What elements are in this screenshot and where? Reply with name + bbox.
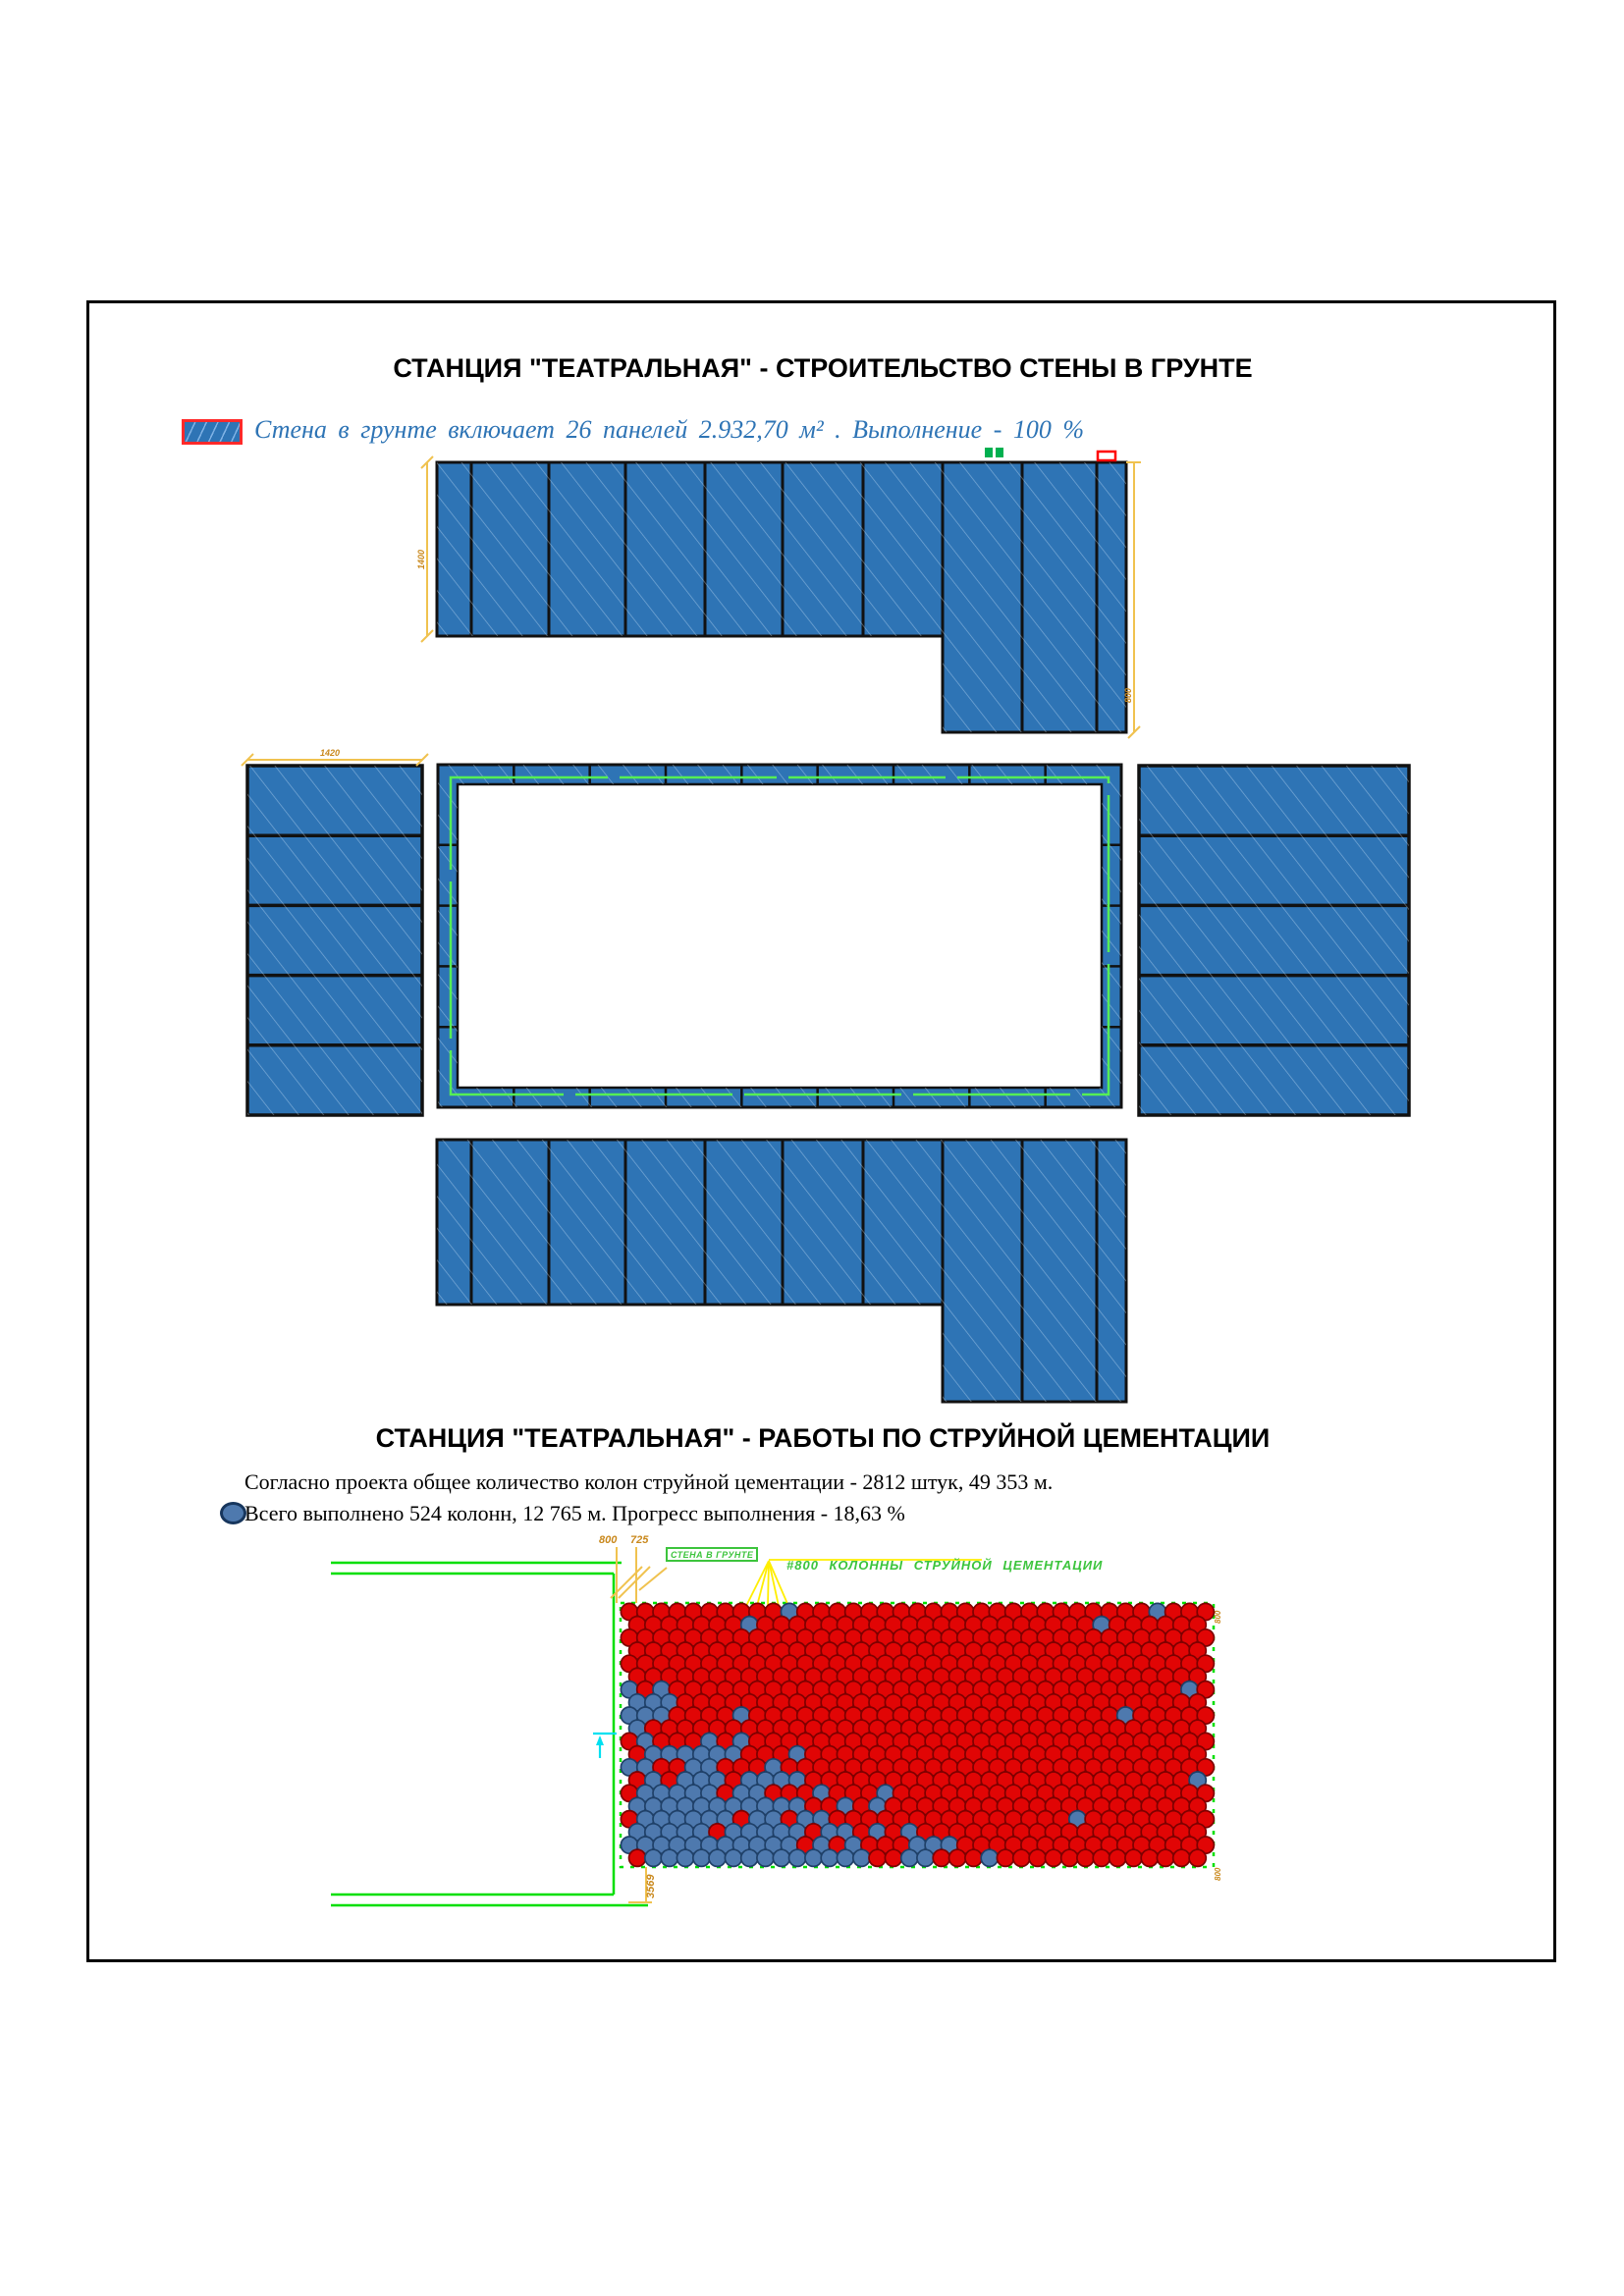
dimension-line (619, 1567, 650, 1598)
jet-column-done (693, 1849, 710, 1866)
leader-line (769, 1561, 788, 1606)
jet-column-done (661, 1849, 677, 1866)
dim-label-800: 800 (599, 1534, 618, 1546)
jet-column-planned (1125, 1849, 1142, 1866)
top-wall (437, 462, 1126, 732)
jet-column-planned (1029, 1849, 1046, 1866)
dimension-line (639, 1568, 667, 1590)
jet-column-planned (1189, 1849, 1206, 1866)
wall-hatch (437, 1140, 1126, 1305)
jet-column-planned (965, 1849, 982, 1866)
jet-column-planned (1110, 1849, 1126, 1866)
jet-column-done (645, 1849, 662, 1866)
jet-column-planned (885, 1849, 901, 1866)
jet-column-planned (933, 1849, 949, 1866)
wall-section-title: СТАНЦИЯ "ТЕАТРАЛЬНАЯ" - СТРОИТЕЛЬСТВО СТЕНЫ В ГРУНТЕ (393, 353, 1253, 383)
wall-hatch (943, 636, 1126, 732)
wall-in-ground-label: СТЕНА В ГРУНТЕ (666, 1547, 758, 1562)
jet-column-done (821, 1849, 838, 1866)
jet-column-planned (1157, 1849, 1173, 1866)
dimension-text: 1420 (320, 748, 341, 758)
wall-hatch (943, 1305, 1126, 1402)
leader-line (768, 1561, 769, 1606)
middle-right-block (1139, 766, 1409, 1115)
jet-column-planned (949, 1849, 966, 1866)
jet-column-planned (1013, 1849, 1030, 1866)
cyan-arrow (596, 1735, 604, 1745)
jet-column-planned (1077, 1849, 1094, 1866)
frame-hatch (438, 765, 1121, 784)
wall-legend-swatch (182, 419, 243, 445)
frame-inner (458, 784, 1102, 1088)
jet-column-done (725, 1849, 741, 1866)
block-hatch (1139, 766, 1409, 1115)
done-column-legend-icon (220, 1502, 246, 1524)
green-marker (996, 448, 1003, 457)
leader-line (757, 1561, 769, 1606)
wall-legend-text: Стена в грунте включает 26 панелей 2.932,70 м² . Выполнение - 100 % (254, 415, 1085, 444)
dimension-line (611, 1567, 642, 1598)
green-marker (985, 448, 993, 457)
jet-column-done (981, 1849, 998, 1866)
jet-info-line1: Согласно проекта общее количество колон струйной цементации - 2812 штук, 49 353 м. (244, 1469, 1054, 1494)
jet-column-planned (997, 1849, 1013, 1866)
jet-column-done (709, 1849, 726, 1866)
dimension-text: 800 (1214, 1610, 1222, 1624)
jet-column-done (805, 1849, 822, 1866)
dimension-text: 800 (1214, 1867, 1222, 1881)
jet-column-planned (1045, 1849, 1061, 1866)
center-frame (438, 765, 1121, 1107)
jet-column-done (901, 1849, 918, 1866)
jet-section-title: СТАНЦИЯ "ТЕАТРАЛЬНАЯ" - РАБОТЫ ПО СТРУЙНОЙ ЦЕМЕНТАЦИИ (375, 1423, 1271, 1453)
leader-line (746, 1561, 769, 1606)
jet-column-planned (1061, 1849, 1078, 1866)
jet-grid (621, 1603, 1214, 1866)
jet-column-done (837, 1849, 853, 1866)
jet-column-done (757, 1849, 774, 1866)
frame-hatch (438, 1088, 1121, 1107)
jet-column-planned (1093, 1849, 1110, 1866)
jet-column-done (789, 1849, 806, 1866)
frame-hatch (438, 784, 458, 1088)
jet-column-done (917, 1849, 934, 1866)
red-marker (1098, 452, 1115, 460)
dimension-text: 3569 (645, 1874, 657, 1898)
dimension-text: 1400 (416, 549, 426, 569)
jet-columns-label: #800 КОЛОННЫ СТРУЙНОЙ ЦЕМЕНТАЦИИ (786, 1558, 1104, 1573)
dim-label-725: 725 (630, 1534, 649, 1546)
top-wall-markers (985, 448, 1115, 460)
dimension-text: 800 (1123, 687, 1133, 703)
jet-info-line2: Всего выполнено 524 колонн, 12 765 м. Прогресс выполнения - 18,63 % (244, 1501, 905, 1525)
frame-hatch (1102, 784, 1121, 1088)
jet-column-done (853, 1849, 870, 1866)
block-hatch (247, 766, 422, 1115)
jet-column-planned (629, 1849, 646, 1866)
wall-hatch (437, 462, 1126, 636)
leader-line (769, 1561, 779, 1606)
jet-column-done (741, 1849, 758, 1866)
jet-column-done (677, 1849, 693, 1866)
jet-column-planned (1173, 1849, 1190, 1866)
jet-column-done (773, 1849, 789, 1866)
bottom-wall (437, 1140, 1126, 1402)
jet-column-planned (1141, 1849, 1158, 1866)
jet-column-planned (869, 1849, 886, 1866)
middle-left-block (247, 766, 422, 1115)
